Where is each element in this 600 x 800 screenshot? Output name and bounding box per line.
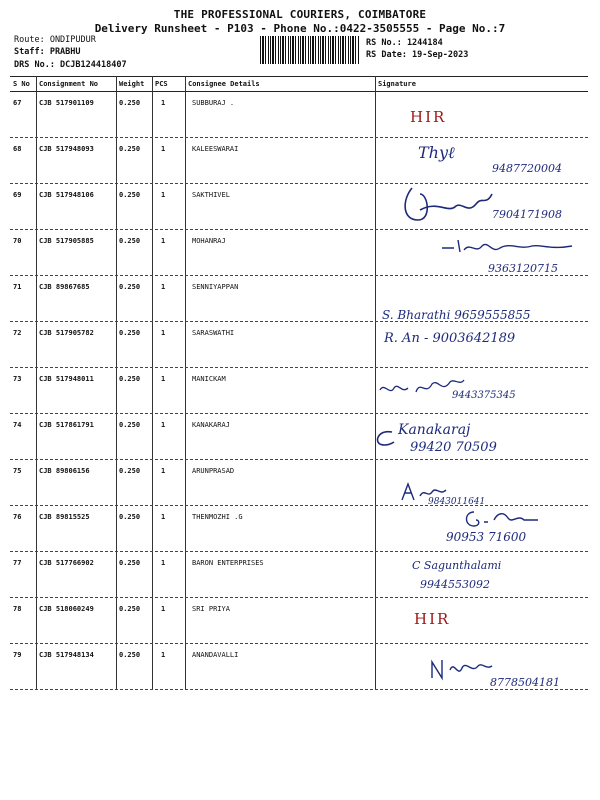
row-sno: 68: [13, 145, 22, 153]
row-consignment-no: CJB 517948093: [39, 145, 94, 153]
row-sno: 72: [13, 329, 22, 337]
row-pcs: 1: [161, 605, 166, 613]
signature-74-phone: 99420 70509: [410, 440, 497, 455]
row-pcs: 1: [161, 421, 166, 429]
col-header-name: Consignee Details: [188, 80, 260, 88]
row-divider: [10, 505, 588, 506]
row-pcs: 1: [161, 513, 166, 521]
row-weight: 0.250: [119, 513, 141, 521]
col-header-weight: Weight: [119, 80, 145, 88]
row-consignee-name: SUBBURAJ .: [192, 99, 235, 107]
signature-75-phone: 9843011641: [428, 497, 486, 507]
row-divider: [10, 551, 588, 552]
row-pcs: 1: [161, 237, 166, 245]
signature-79-phone: 8778504181: [490, 676, 560, 689]
row-weight: 0.250: [119, 237, 141, 245]
signature-68-mark: Thyℓ: [418, 143, 455, 162]
row-pcs: 1: [161, 559, 166, 567]
row-sno: 74: [13, 421, 22, 429]
row-consignment-no: CJB 89815525: [39, 513, 90, 521]
table-top-rule: [10, 76, 588, 77]
row-weight: 0.250: [119, 283, 141, 291]
signature-73-phone: 9443375345: [452, 390, 516, 401]
row-sno: 75: [13, 467, 22, 475]
row-sno: 77: [13, 559, 22, 567]
row-sno: 67: [13, 99, 22, 107]
row-weight: 0.250: [119, 559, 141, 567]
row-sno: 76: [13, 513, 22, 521]
row-consignee-name: KANAKARAJ: [192, 421, 230, 429]
row-divider: [10, 183, 588, 184]
signature-67: HIR: [410, 108, 447, 126]
row-consignee-name: SAKTHIVEL: [192, 191, 230, 199]
signature-69-phone: 7904171908: [492, 208, 562, 221]
row-consignee-name: BARON ENTERPRISES: [192, 559, 264, 567]
rs-number: RS No.: 1244184: [366, 38, 443, 48]
row-consignment-no: CJB 517901109: [39, 99, 94, 107]
col-header-cno: Consignment No: [39, 80, 99, 88]
row-divider: [10, 275, 588, 276]
row-sno: 70: [13, 237, 22, 245]
row-consignee-name: KALEESWARAI: [192, 145, 239, 153]
row-consignee-name: SRI PRIYA: [192, 605, 230, 613]
rs-date: RS Date: 19-Sep-2023: [366, 50, 469, 60]
row-consignee-name: THENMOZHI .G: [192, 513, 243, 521]
signature-70-phone: 9363120715: [488, 262, 558, 275]
signature-71: S. Bharathi 9659555855: [382, 308, 531, 322]
runsheet-subtitle: Delivery Runsheet - P103 - Phone No.:0422-3505555 - Page No.:7: [94, 22, 506, 35]
signature-69-mark: [398, 180, 498, 230]
row-sno: 69: [13, 191, 22, 199]
row-consignment-no: CJB 517905782: [39, 329, 94, 337]
staff-label: Staff: PRABHU: [14, 47, 81, 57]
row-consignee-name: ANANDAVALLI: [192, 651, 239, 659]
row-consignee-name: MOHANRAJ: [192, 237, 226, 245]
row-pcs: 1: [161, 329, 166, 337]
row-consignment-no: CJB 89867685: [39, 283, 90, 291]
row-weight: 0.250: [119, 605, 141, 613]
row-weight: 0.250: [119, 329, 141, 337]
signature-70-mark: [440, 236, 580, 258]
signature-77-phone: 9944553092: [420, 578, 490, 591]
col-header-sno: S No: [13, 80, 30, 88]
row-weight: 0.250: [119, 191, 141, 199]
row-weight: 0.250: [119, 421, 141, 429]
row-pcs: 1: [161, 375, 166, 383]
row-consignee-name: SENNIYAPPAN: [192, 283, 239, 291]
signature-74-initial: [374, 428, 396, 448]
row-consignment-no: CJB 517948106: [39, 191, 94, 199]
row-weight: 0.250: [119, 145, 141, 153]
row-weight: 0.250: [119, 99, 141, 107]
row-pcs: 1: [161, 283, 166, 291]
signature-76-mark: [462, 508, 542, 530]
row-pcs: 1: [161, 467, 166, 475]
col-header-pcs: PCS: [155, 80, 168, 88]
row-consignee-name: ARUNPRASAD: [192, 467, 235, 475]
row-weight: 0.250: [119, 467, 141, 475]
row-divider: [10, 229, 588, 230]
row-pcs: 1: [161, 99, 166, 107]
row-divider: [10, 367, 588, 368]
row-consignee-name: MANICKAM: [192, 375, 226, 383]
row-consignment-no: CJB 517766902: [39, 559, 94, 567]
barcode: [260, 36, 360, 64]
route-label: Route: ONDIPUDUR: [14, 35, 96, 45]
row-consignee-name: SARASWATHI: [192, 329, 235, 337]
company-title: THE PROFESSIONAL COURIERS, COIMBATORE: [173, 8, 427, 21]
row-pcs: 1: [161, 191, 166, 199]
signature-76-phone: 90953 71600: [446, 530, 527, 544]
row-divider: [10, 643, 588, 644]
row-consignment-no: CJB 517948011: [39, 375, 94, 383]
row-divider: [10, 413, 588, 414]
row-consignment-no: CJB 518060249: [39, 605, 94, 613]
col-header-sig: Signature: [378, 80, 416, 88]
row-divider: [10, 459, 588, 460]
row-sno: 78: [13, 605, 22, 613]
signature-72: R. An - 9003642189: [384, 331, 516, 346]
row-pcs: 1: [161, 651, 166, 659]
signature-77-name: C Sagunthalami: [412, 559, 502, 572]
signature-74-name: Kanakaraj: [398, 422, 471, 438]
row-weight: 0.250: [119, 375, 141, 383]
drs-number: DRS No.: DCJB124418407: [14, 60, 127, 70]
signature-68-phone: 9487720004: [492, 162, 562, 175]
row-divider: [10, 137, 588, 138]
signature-78: HIR: [414, 610, 451, 628]
row-consignment-no: CJB 517905885: [39, 237, 94, 245]
table-header-rule: [10, 91, 588, 92]
row-consignment-no: CJB 89806156: [39, 467, 90, 475]
signature-79-mark: [428, 656, 498, 682]
row-divider: [10, 689, 588, 690]
row-sno: 79: [13, 651, 22, 659]
row-sno: 71: [13, 283, 22, 291]
row-consignment-no: CJB 517948134: [39, 651, 94, 659]
row-weight: 0.250: [119, 651, 141, 659]
row-pcs: 1: [161, 145, 166, 153]
row-divider: [10, 597, 588, 598]
row-sno: 73: [13, 375, 22, 383]
row-consignment-no: CJB 517861791: [39, 421, 94, 429]
